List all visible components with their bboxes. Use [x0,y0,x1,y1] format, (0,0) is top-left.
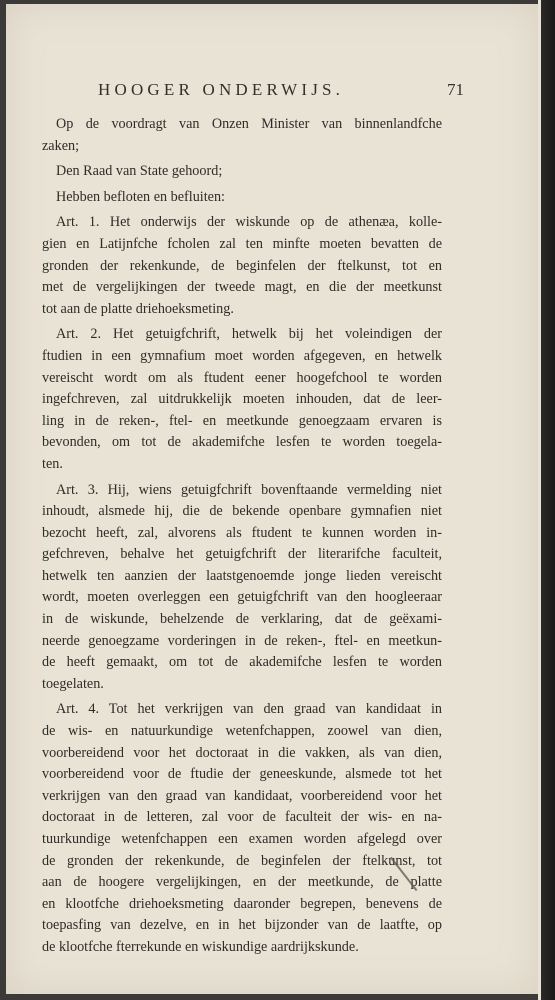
text-line: wordt, moeten overleggen een getuigfchrift van den hoogleeraar [42,589,442,606]
text-line: Art. 4. Tot het verkrijgen van den graad van kandidaat in [56,701,442,718]
text-line: de klootfche fterrekunde en wiskundige aardrijkskunde. [42,938,359,955]
text-line: bezocht heeft, zal, alvorens als ftudent te kunnen worden in- [42,524,442,541]
paragraph [42,161,442,183]
text-line: in de wiskunde, behelzende de verklaring, dat de geëxami- [42,611,442,628]
text-line: tot aan de platte driehoeksmeting. [42,300,234,317]
paragraph [42,699,442,958]
text-line: met de vergelijkingen der tweede magt, en die der meetkunst [42,279,442,296]
page-number: 71 [447,80,464,99]
text-line: voorbereidend voor de ftudie der geneeskunde, alsmede tot het [42,766,442,783]
page-edge-highlight [538,0,541,1000]
body-text [42,114,442,959]
text-line: Den Raad van State gehoord; [56,163,223,180]
paragraph [42,324,442,475]
text-line: gronden der rekenkunde, de beginfelen der ftelkunst, tot en [42,257,442,274]
text-line: toegelaten. [42,675,104,692]
text-line: Art. 2. Het getuigfchrift, hetwelk bij het voleindigen der [56,326,442,343]
paragraph [42,212,442,320]
text-line: de wis- en natuurkundige wetenfchappen, zoowel van dien, [42,723,442,740]
text-line: Hebben befloten en befluiten: [56,188,226,205]
text-line: toepasfing van dezelve, en in het bijzonder van de laatfte, op [42,917,442,934]
paragraph [42,114,442,157]
paragraph [42,480,442,696]
text-line: inhoudt, alsmede hij, die de bekende openbare gymnafien niet [42,503,442,520]
paragraph [42,187,442,209]
text-line: gien en Latijnfche fcholen zal ten minfte moeten bevatten de [42,235,442,252]
text-line: gefchreven, behalve het getuigfchrift der literarifche faculteit, [42,546,442,563]
text-line: de gronden der rekenkunde, de beginfelen der ftelkunst, tot [42,852,442,869]
text-line: en klootfche driehoeksmeting daaronder begrepen, benevens de [42,895,442,912]
text-line: Art. 3. Hij, wiens getuigfchrift bovenftaande vermelding niet [56,481,442,498]
text-line: bevonden, om tot de akademifche lesfen te worden toegela- [42,434,442,451]
text-line: aan de hoogere vergelijkingen, en der meetkunde, de platte [42,874,442,891]
text-line: ten. [42,455,63,472]
text-line: verkrijgen van den graad van kandidaat, voorbereidend voor het [42,787,442,804]
text-line: Art. 1. Het onderwijs der wiskunde op de athenæa, kolle- [56,214,442,231]
text-line: ftudien in een gymnafium moet worden afgegeven, en hetwelk [42,347,442,364]
text-line: ling in de reken-, ftel- en meetkunde genoegzaam ervaren is [42,412,442,429]
text-line: tuurkundige wetenfchappen een examen worden afgelegd over [42,831,442,847]
text-line: doctoraat in de letteren, zal voor de faculteit der wis- en na- [42,809,442,826]
text-line: vereischt wordt om als ftudent eener hoogefchool te worden [42,369,442,386]
text-line: hetwelk ten aanzien der laatstgenoemde jonge lieden vereischt [42,567,442,584]
text-line: zaken; [42,137,80,154]
running-title: HOOGER ONDERWIJS. [98,80,345,99]
text-line: neerde genoegzame vorderingen in de reken-, ftel- en meetkun- [42,632,442,649]
page-header [84,80,464,110]
text-line: Op de voordragt van Onzen Minister van binnenlandfche [56,116,442,132]
text-line: ingefchreven, zal uitdrukkelijk moeten inhouden, dat de leer- [42,391,442,408]
text-line: voorbereidend voor het doctoraat in die vakken, als van dien, [42,744,442,761]
text-line: de heeft gemaakt, om tot de akademifche lesfen te worden [42,654,442,671]
